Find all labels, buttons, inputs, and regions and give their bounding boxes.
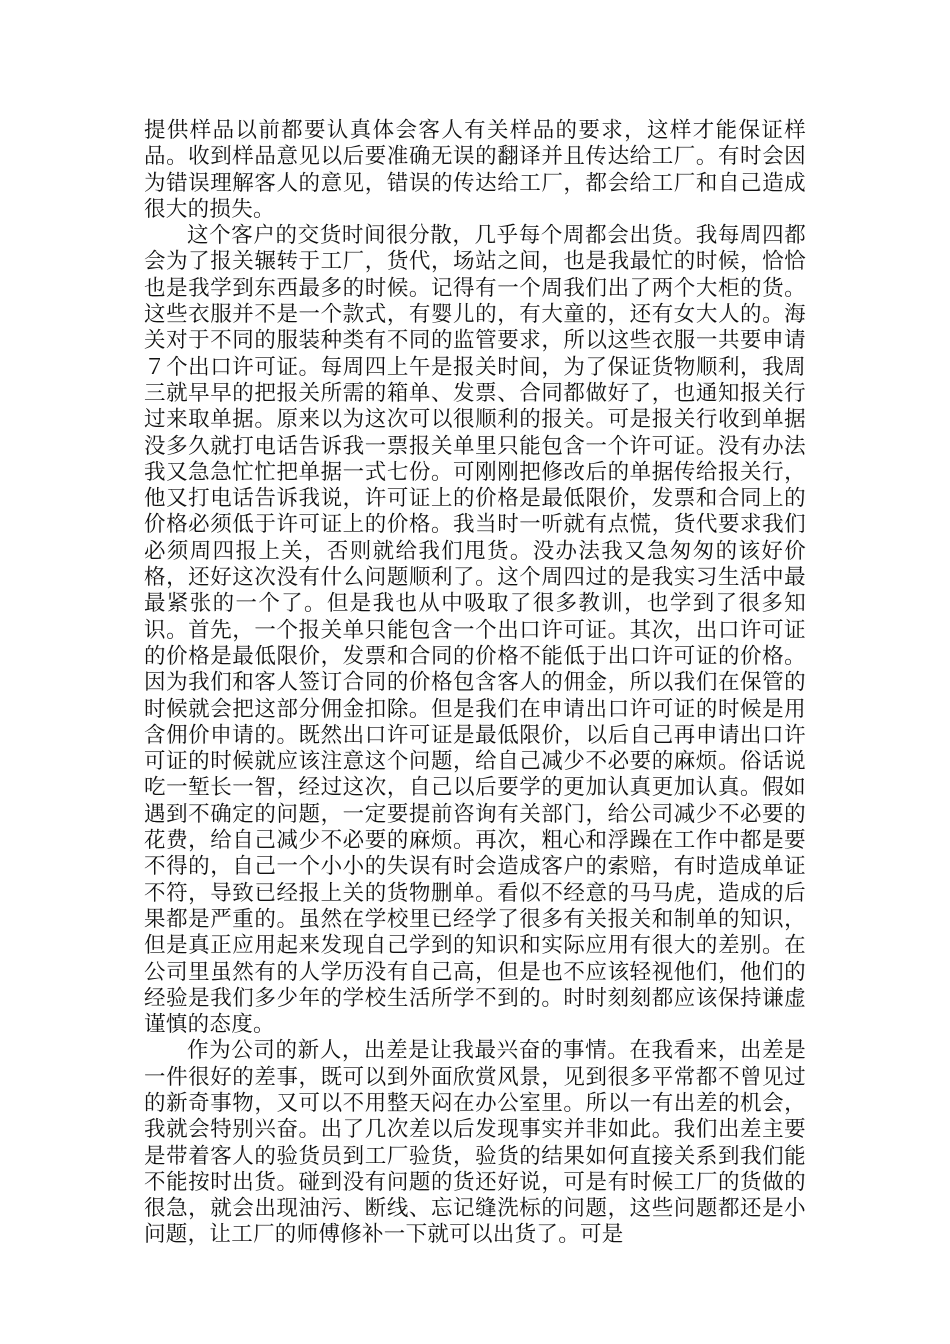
paragraph-business-trip: 作为公司的新人，出差是让我最兴奋的事情。在我看来，出差是一件很好的差事，既可以到外面欣赏风景，见到很多平常都不曾见过的新奇事物，又可以不用整天闷在办公室里。所以一有出差的机会，我就会特别兴奋。出了几次差以后发现事实并非如此。我们出差主要是带着客人的验货员到工厂验货，验货的结果如何直接关系到我们能不能按时出货。碰到没有问题的货还好说，可是有时候工厂的货做的很急，就会出现油污、断线、忘记缝洗标的问题，这些问题都还是小问题，让工厂的师傅修补一下就可以出货了。可是 — [144, 1038, 806, 1248]
paragraph-customs-declaration: 这个客户的交货时间很分散，几乎每个周都会出货。我每周四都会为了报关辗转于工厂，货代，场站之间，也是我最忙的时候，恰恰也是我学到东西最多的时候。记得有一个周我们出了两个大柜的货。这些衣服并不是一个款式，有婴儿的，有大童的，还有女大人的。海关对于不同的服装种类有不同的监管要求，所以这些衣服一共要申请７个出口许可证。每周四上午是报关时间，为了保证货物顺利，我周三就早早的把报关所需的箱单、发票、合同都做好了，也通知报关行过来取单据。原来以为这次可以很顺利的报关。可是报关行收到单据没多久就打电话告诉我一票报关单里只能包含一个许可证。没有办法我又急急忙忙把单据一式七份。可刚刚把修改后的单据传给报关行，他又打电话告诉我说，许可证上的价格是最低限价，发票和合同上的价格必须低于许可证上的价格。我当时一听就有点慌，货代要求我们必须周四报上关，否则就给我们甩货。没办法我又急匆匆的该好价格，还好这次没有什么问题顺利了。这个周四过的是我实习生活中最最紧张的一个了。但是我也从中吸取了很多教训，也学到了很多知识。首先，一个报关单只能包含一个出口许可证。其次，出口许可证的价格是最低限价，发票和合同的价格不能低于出口许可证的价格。因为我们和客人签订合同的价格包含客人的佣金，所以我们在保管的时候就会把这部分佣金扣除。但是我们在申请出口许可证的时候是用含佣价申请的。既然出口许可证是最低限价，以后自己再申请出口许可证的时候就应该注意这个问题，给自己减少不必要的麻烦。俗话说吃一堑长一智，经过这次，自己以后要学的更加认真更加认真。假如遇到不确定的问题，一定要提前咨询有关部门，给公司减少不必要的花费，给自己减少不必要的麻烦。再次，粗心和浮躁在工作中都是要不得的，自己一个小小的失误有时会造成客户的索赔，有时造成单证不符，导致已经报上关的货物删单。看似不经意的马马虎，造成的后果都是严重的。虽然在学校里已经学了很多有关报关和制单的知识，但是真正应用起来发现自己学到的知识和实际应用有很大的差别。在公司里虽然有的人学历没有自己高，但是也不应该轻视他们，他们的经验是我们多少年的学校生活所学不到的。时时刻刻都应该保持谦虚谨慎的态度。 — [144, 223, 806, 1038]
document-page — [144, 118, 806, 1249]
paragraph-samples: 提供样品以前都要认真体会客人有关样品的要求，这样才能保证样品。收到样品意见以后要准确无误的翻译并且传达给工厂。有时会因为错误理解客人的意见，错误的传达给工厂，都会给工厂和自己造成很大的损失。 — [144, 118, 806, 222]
